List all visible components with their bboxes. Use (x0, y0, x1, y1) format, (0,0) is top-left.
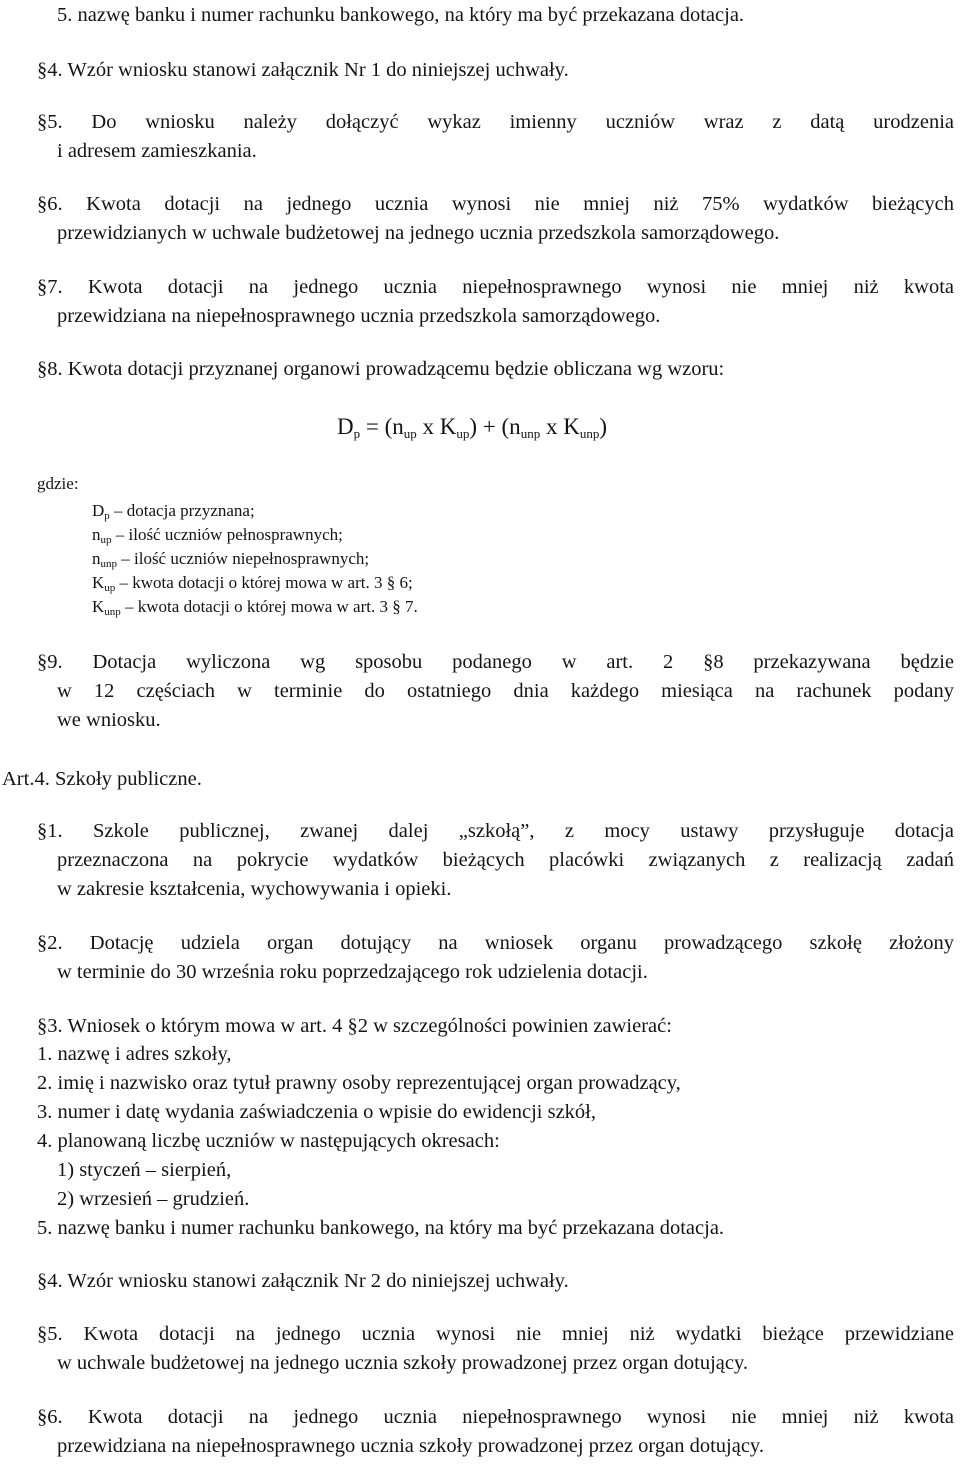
paragraph-7-line-1: §7. Kwota dotacji na jednego ucznia niepełnosprawnego wynosi nie mniej niż kwota (37, 276, 954, 298)
art4-paragraph-6-line-1: §6. Kwota dotacji na jednego ucznia niepełnosprawnego wynosi nie mniej niż kwota (37, 1406, 954, 1428)
art4-list-item-1: 1. nazwę i adres szkoły, (37, 1043, 232, 1065)
art4-list-subitem-2: 2) wrzesień – grudzień. (57, 1188, 250, 1210)
paragraph-4-template: §4. Wzór wniosku stanowi załącznik Nr 1 do niniejszej uchwały. (37, 59, 569, 81)
paragraph-6-line-2: przewidzianych w uchwale budżetowej na jednego ucznia przedszkola samorządowego. (57, 222, 780, 244)
art4-list-subitem-1: 1) styczeń – sierpień, (57, 1159, 232, 1181)
art4-paragraph-2-line-2: w terminie do 30 września roku poprzedzającego rok udzielenia dotacji. (57, 961, 648, 983)
art4-list-item-5: 5. nazwę banku i numer rachunku bankowego, na który ma być przekazana dotacja. (37, 1217, 725, 1239)
paragraph-7-line-2: przewidziana na niepełnosprawnego ucznia przedszkola samorządowego. (57, 305, 661, 327)
paragraph-5-line-1: §5. Do wniosku należy dołączyć wykaz imienny uczniów wraz z datą urodzenia (37, 111, 954, 133)
paragraph-8: §8. Kwota dotacji przyznanej organowi prowadzącemu będzie obliczana wg wzoru: (37, 358, 725, 380)
art4-paragraph-3-intro: §3. Wniosek o którym mowa w art. 4 §2 w szczególności powinien zawierać: (37, 1015, 672, 1037)
paragraph-9-line-2: w 12 częściach w terminie do ostatniego dnia każdego miesiąca na rachunek podany (57, 680, 954, 702)
article-4-heading: Art.4. Szkoły publiczne. (2, 768, 202, 790)
art4-paragraph-5-line-2: w uchwale budżetowej na jednego ucznia szkoły prowadzonej przez organ dotujący. (57, 1352, 749, 1374)
paragraph-6-line-1: §6. Kwota dotacji na jednego ucznia wynosi nie mniej niż 75% wydatków bieżących (37, 193, 954, 215)
art4-paragraph-6-line-2: przewidziana na niepełnosprawnego ucznia szkoły prowadzonej przez organ dotujący. (57, 1435, 764, 1457)
legend-kup: $K_{up}$ – kwota dotacji o której mowa w art. 3 § 6; (92, 573, 413, 594)
legend-kunp: $K_{unp}$ – kwota dotacji o której mowa w art. 3 § 7. (92, 597, 418, 618)
paragraph-5-line-2: i adresem zamieszkania. (57, 140, 257, 162)
art4-paragraph-1-line-3: w zakresie kształcenia, wychowywania i opieki. (57, 878, 452, 900)
art4-list-item-2: 2. imię i nazwisko oraz tytuł prawny osoby reprezentującej organ prowadzący, (37, 1072, 681, 1094)
art4-paragraph-1-line-1: §1. Szkole publicznej, zwanej dalej „szkołą”, z mocy ustawy przysługuje dotacja (37, 820, 954, 842)
art4-paragraph-5-line-1: §5. Kwota dotacji na jednego ucznia wynosi nie mniej niż wydatki bieżące przewidziane (37, 1323, 954, 1345)
art4-list-item-3: 3. numer i datę wydania zaświadczenia o wpisie do ewidencji szkół, (37, 1101, 597, 1123)
legend-nunp: $n_{unp}$ – ilość uczniów niepełnosprawnych; (92, 549, 370, 570)
art4-paragraph-4: §4. Wzór wniosku stanowi załącznik Nr 2 do niniejszej uchwały. (37, 1270, 569, 1292)
art4-paragraph-2-line-1: §2. Dotację udziela organ dotujący na wniosek organu prowadzącego szkołę złożony (37, 932, 954, 954)
paragraph-9-line-1: §9. Dotacja wyliczona wg sposobu podanego w art. 2 §8 przekazywana będzie (37, 651, 954, 673)
legend-dp: $D_p$ – dotacja przyznana; (92, 501, 255, 522)
item-5-bank: 5. nazwę banku i numer rachunku bankowego, na który ma być przekazana dotacja. (57, 4, 745, 26)
formula: $D_p = (n_{up}$ x $K_{up}) + (n_{unp}$ x $K_{unp}$) (337, 414, 607, 441)
paragraph-9-line-3: we wniosku. (57, 709, 161, 731)
legend-nup: $n_{up}$ – ilość uczniów pełnosprawnych; (92, 525, 343, 546)
art4-paragraph-1-line-2: przeznaczona na pokrycie wydatków bieżących placówki związanych z realizacją zadań (57, 849, 954, 871)
gdzie-label: gdzie: (37, 474, 79, 493)
art4-list-item-4: 4. planowaną liczbę uczniów w następujących okresach: (37, 1130, 500, 1152)
